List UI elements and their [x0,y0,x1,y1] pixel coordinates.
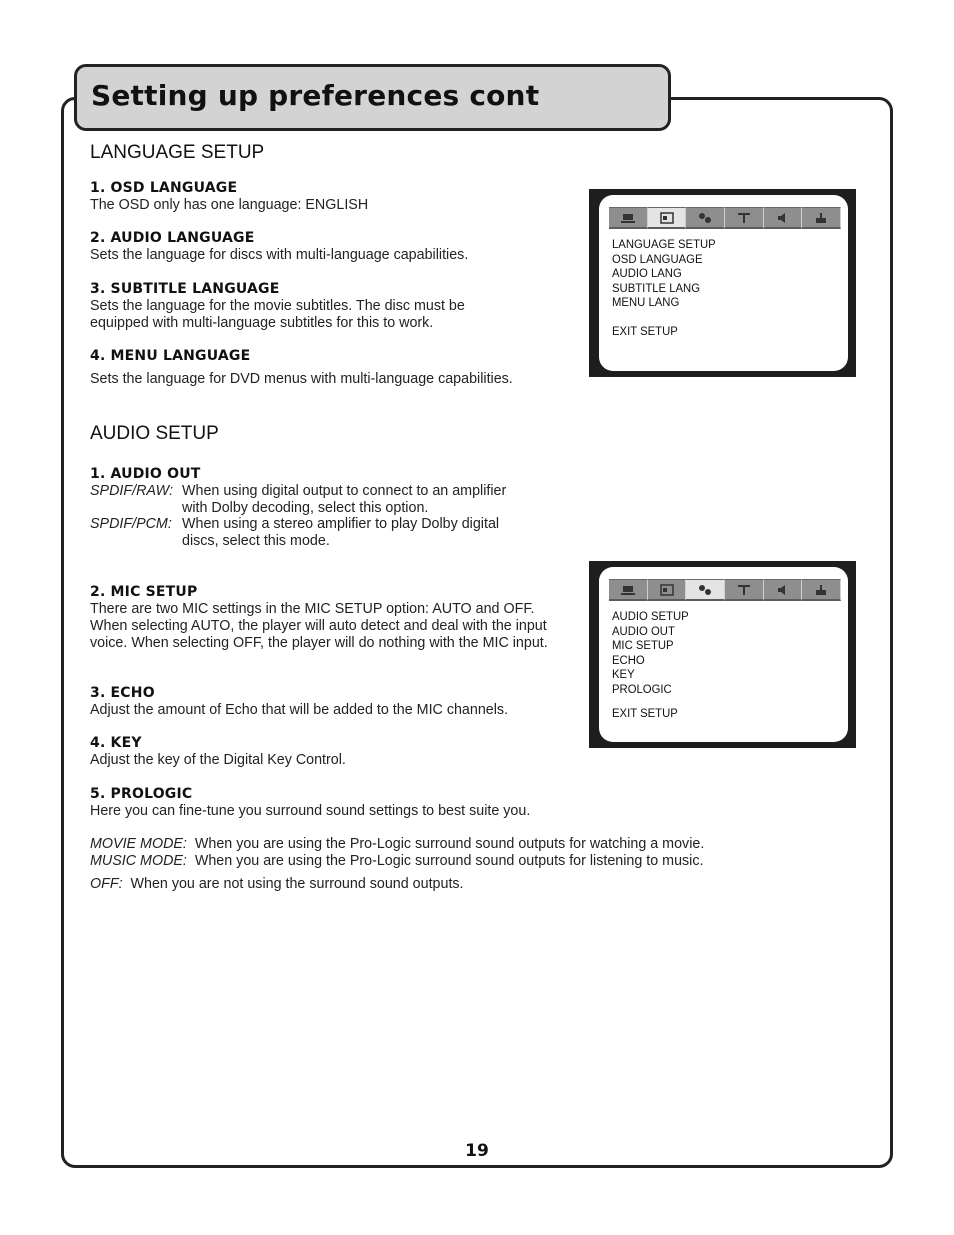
off-mode-label: OFF: [90,876,123,892]
audio-out-title: 1. AUDIO OUT [90,466,201,482]
osd-language-screenshot [589,189,856,377]
echo-title: 3. ECHO [90,685,155,701]
audio-icon [686,207,725,229]
spdif-raw-label: SPDIF/RAW: [90,483,174,499]
subtitle-language-text: Sets the language for the movie subtitles. The disc must be equipped with multi-language subtitles for this to work. [90,298,465,331]
video-icon [725,579,764,601]
key-text: Adjust the key of the Digital Key Control. [90,752,346,768]
osd-language-text: The OSD only has one language: ENGLISH [90,197,369,213]
osd-line: MENU LANG [612,295,680,309]
mic-setup-text: There are two MIC settings in the MIC SETUP option: AUTO and OFF. When selecting AUTO, the player will auto detect and deal with the input voice. When selecting OFF, the player will do nothing with the MIC input. [90,601,548,651]
digital-icon [802,579,841,601]
speaker-icon [764,207,803,229]
music-mode-text: When you are using the Pro-Logic surround sound outputs for listening to music. [194,853,704,869]
audio-language-title: 2. AUDIO LANGUAGE [90,230,255,246]
spdif-pcm-text-cont: discs, select this mode. [182,533,330,549]
system-icon [609,207,648,229]
language-icon [648,579,687,601]
page-title: Setting up preferences cont [91,79,540,112]
osd-menu-lines [612,609,695,721]
osd-line: PROLOGIC [612,681,672,696]
osd-line: OSD LANGUAGE [612,251,703,266]
digital-icon [802,207,841,229]
spdif-raw-option [90,483,560,517]
osd-line: LANGUAGE SETUP [612,237,716,251]
menu-language-text: Sets the language for DVD menus with multi-language capabilities. [90,371,513,387]
osd-screen [599,567,848,742]
language-setup-heading: LANGUAGE SETUP [90,142,265,163]
movie-mode-line [90,836,704,853]
osd-line: KEY [612,667,635,681]
osd-line: AUDIO SETUP [612,609,689,623]
system-icon [609,579,648,601]
audio-language-text: Sets the language for discs with multi-language capabilities. [90,247,469,263]
video-icon [725,207,764,229]
subtitle-language-title: 3. SUBTITLE LANGUAGE [90,281,280,297]
spdif-pcm-label: SPDIF/PCM: [90,516,172,532]
language-icon [648,207,687,229]
movie-mode-label: MOVIE MODE: [90,836,187,852]
key-title: 4. KEY [90,735,142,751]
osd-line: EXIT SETUP [612,324,678,338]
osd-menu-lines [612,237,725,339]
movie-mode-text: When you are using the Pro-Logic surround sound outputs for watching a movie. [194,836,705,852]
audio-setup-heading: AUDIO SETUP [90,423,219,444]
osd-line: EXIT SETUP [612,706,678,720]
osd-language-title: 1. OSD LANGUAGE [90,180,238,196]
spdif-pcm-text: When using a stereo amplifier to play Dolby digital [182,516,500,532]
osd-icon-bar [609,579,841,601]
spdif-pcm-option [90,516,560,550]
osd-screen [599,195,848,371]
echo-text: Adjust the amount of Echo that will be added to the MIC channels. [90,702,509,718]
off-mode-line [90,876,464,893]
osd-icon-bar [609,207,841,229]
menu-language-title: 4. MENU LANGUAGE [90,348,251,364]
prologic-text: Here you can fine-tune you surround sound settings to best suite you. [90,803,531,819]
osd-audio-screenshot [589,561,856,748]
spdif-raw-text: When using digital output to connect to an amplifier [182,483,507,499]
prologic-title: 5. PROLOGIC [90,786,193,802]
title-banner [74,64,671,131]
off-mode-text: When you are not using the surround sound outputs. [130,876,464,892]
osd-line: AUDIO LANG [612,266,682,280]
music-mode-label: MUSIC MODE: [90,853,187,869]
mic-setup-title: 2. MIC SETUP [90,584,198,600]
osd-line [612,696,689,706]
spdif-raw-text-cont: with Dolby decoding, select this option. [182,500,429,516]
osd-line: AUDIO OUT [612,623,675,638]
osd-line [612,310,716,325]
osd-line: ECHO [612,652,645,667]
osd-line: SUBTITLE LANG [612,280,701,295]
music-mode-line [90,853,703,870]
speaker-icon [764,579,803,601]
audio-icon [686,579,725,601]
page-number: 19 [465,1141,489,1161]
osd-line: MIC SETUP [612,638,674,652]
